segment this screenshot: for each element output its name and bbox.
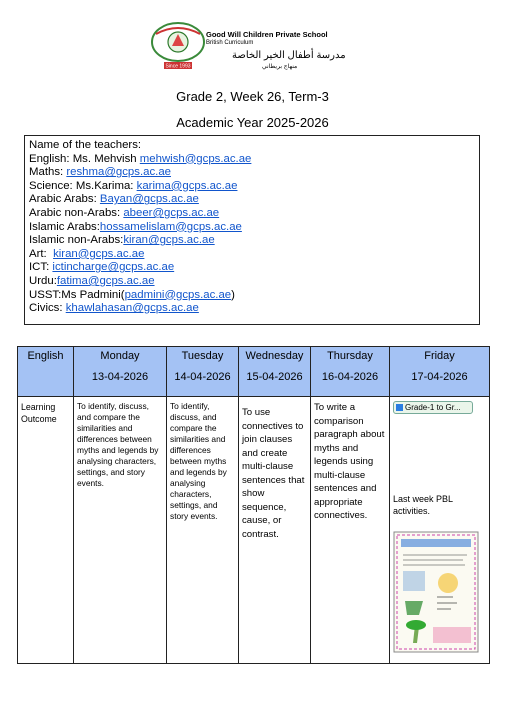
teacher-label: Civics: <box>29 302 66 315</box>
teacher-email-link[interactable]: kiran@gcps.ac.ae <box>123 234 215 247</box>
teacher-row <box>29 275 475 289</box>
teacher-row <box>29 234 475 248</box>
teacher-email-link[interactable]: Bayan@gcps.ac.ae <box>99 193 199 206</box>
outcome-monday: To identify, discuss, and compare the similarities and differences between myths and legends by analysing characters, settings, and story events. <box>74 397 167 664</box>
page-title: Grade 2, Week 26, Term-3 <box>176 89 329 104</box>
teacher-row <box>29 153 475 167</box>
teachers-heading: Name of the teachers: <box>29 139 142 151</box>
teacher-label: ICT: <box>29 261 53 274</box>
outcome-friday <box>390 397 490 664</box>
teacher-label: Urdu: <box>29 274 57 287</box>
school-name: Good Will Children Private School <box>206 30 328 39</box>
teacher-email-link[interactable]: fatima@gcps.ac.ae <box>56 274 155 287</box>
teacher-row <box>29 180 475 194</box>
teacher-label: Islamic non-Arabs: <box>29 234 124 247</box>
teacher-email-link[interactable]: ictincharge@gcps.ac.ae <box>52 261 175 274</box>
school-curriculum-arabic: منهاج بريطاني <box>262 64 298 70</box>
teacher-email-link[interactable]: khawlahasan@gcps.ac.ae <box>65 302 199 315</box>
weekly-plan-table <box>17 346 490 664</box>
svg-text:Since 1993: Since 1993 <box>165 63 191 70</box>
teacher-row <box>29 302 475 316</box>
grade-file-chip[interactable]: Grade-1 to Gr... <box>393 401 473 414</box>
teacher-email-link[interactable]: kiran@gcps.ac.ae <box>53 247 145 260</box>
teacher-label: Arabic Arabs: <box>29 193 100 206</box>
teacher-row <box>29 248 475 262</box>
day-header-thursday: Thursday 16-04-2026 <box>311 347 390 397</box>
row-label: Learning Outcome <box>18 397 74 664</box>
teacher-label: Maths: <box>29 166 67 179</box>
school-curriculum: British Curriculum <box>206 40 254 46</box>
day-header-tuesday: Tuesday 14-04-2026 <box>167 347 239 397</box>
teachers-box <box>24 135 480 325</box>
pbl-activity-image <box>393 531 479 653</box>
teacher-label: Arabic non-Arabs: <box>29 206 124 219</box>
day-header-friday: Friday 17-04-2026 <box>390 347 490 397</box>
teacher-email-link[interactable]: padmini@gcps.ac.ae <box>124 288 232 301</box>
document-icon <box>396 404 403 411</box>
teacher-email-link[interactable]: abeer@gcps.ac.ae <box>123 206 220 219</box>
teacher-label: English: Ms. Mehvish <box>29 152 140 165</box>
teacher-label: Art: <box>29 247 54 260</box>
teacher-email-link[interactable]: reshma@gcps.ac.ae <box>66 166 171 179</box>
teacher-label: USST:Ms Padmini( <box>29 288 125 301</box>
teacher-row <box>29 289 475 303</box>
teachers-list <box>29 153 475 316</box>
school-logo <box>150 20 356 72</box>
day-header-wednesday: Wednesday 15-04-2026 <box>239 347 311 397</box>
teacher-row <box>29 261 475 275</box>
teacher-row <box>29 221 475 235</box>
teacher-email-link[interactable]: hossamelislam@gcps.ac.ae <box>99 220 242 233</box>
teacher-email-link[interactable]: mehwish@gcps.ac.ae <box>139 152 252 165</box>
outcome-wednesday: To use connectives to join clauses and create multi-clause sentences that show sequence, cause, or contrast. <box>239 397 311 664</box>
teacher-row <box>29 166 475 180</box>
teacher-label: Islamic Arabs: <box>29 220 100 233</box>
teacher-suffix: ) <box>231 288 235 301</box>
teacher-row <box>29 207 475 221</box>
academic-year: Academic Year 2025-2026 <box>176 115 329 130</box>
learning-outcome-row <box>18 397 490 664</box>
subject-header: English <box>18 347 74 397</box>
outcome-thursday: To write a comparison paragraph about myths and legends using multi-clause sentences and appropriate connectives. <box>311 397 390 664</box>
teacher-label: Science: Ms.Karima: <box>29 179 137 192</box>
table-header-row <box>18 347 490 397</box>
teacher-email-link[interactable]: karima@gcps.ac.ae <box>136 179 238 192</box>
outcome-tuesday: To identify, discuss, and compare the similarities and differences between myths and legends by analysing characters, settings, and story events. <box>167 397 239 664</box>
pbl-note: Last week PBL activities. <box>393 494 453 516</box>
teacher-row <box>29 193 475 207</box>
day-header-monday: Monday 13-04-2026 <box>74 347 167 397</box>
school-name-arabic: مدرسة أطفال الخير الخاصة <box>232 50 346 61</box>
